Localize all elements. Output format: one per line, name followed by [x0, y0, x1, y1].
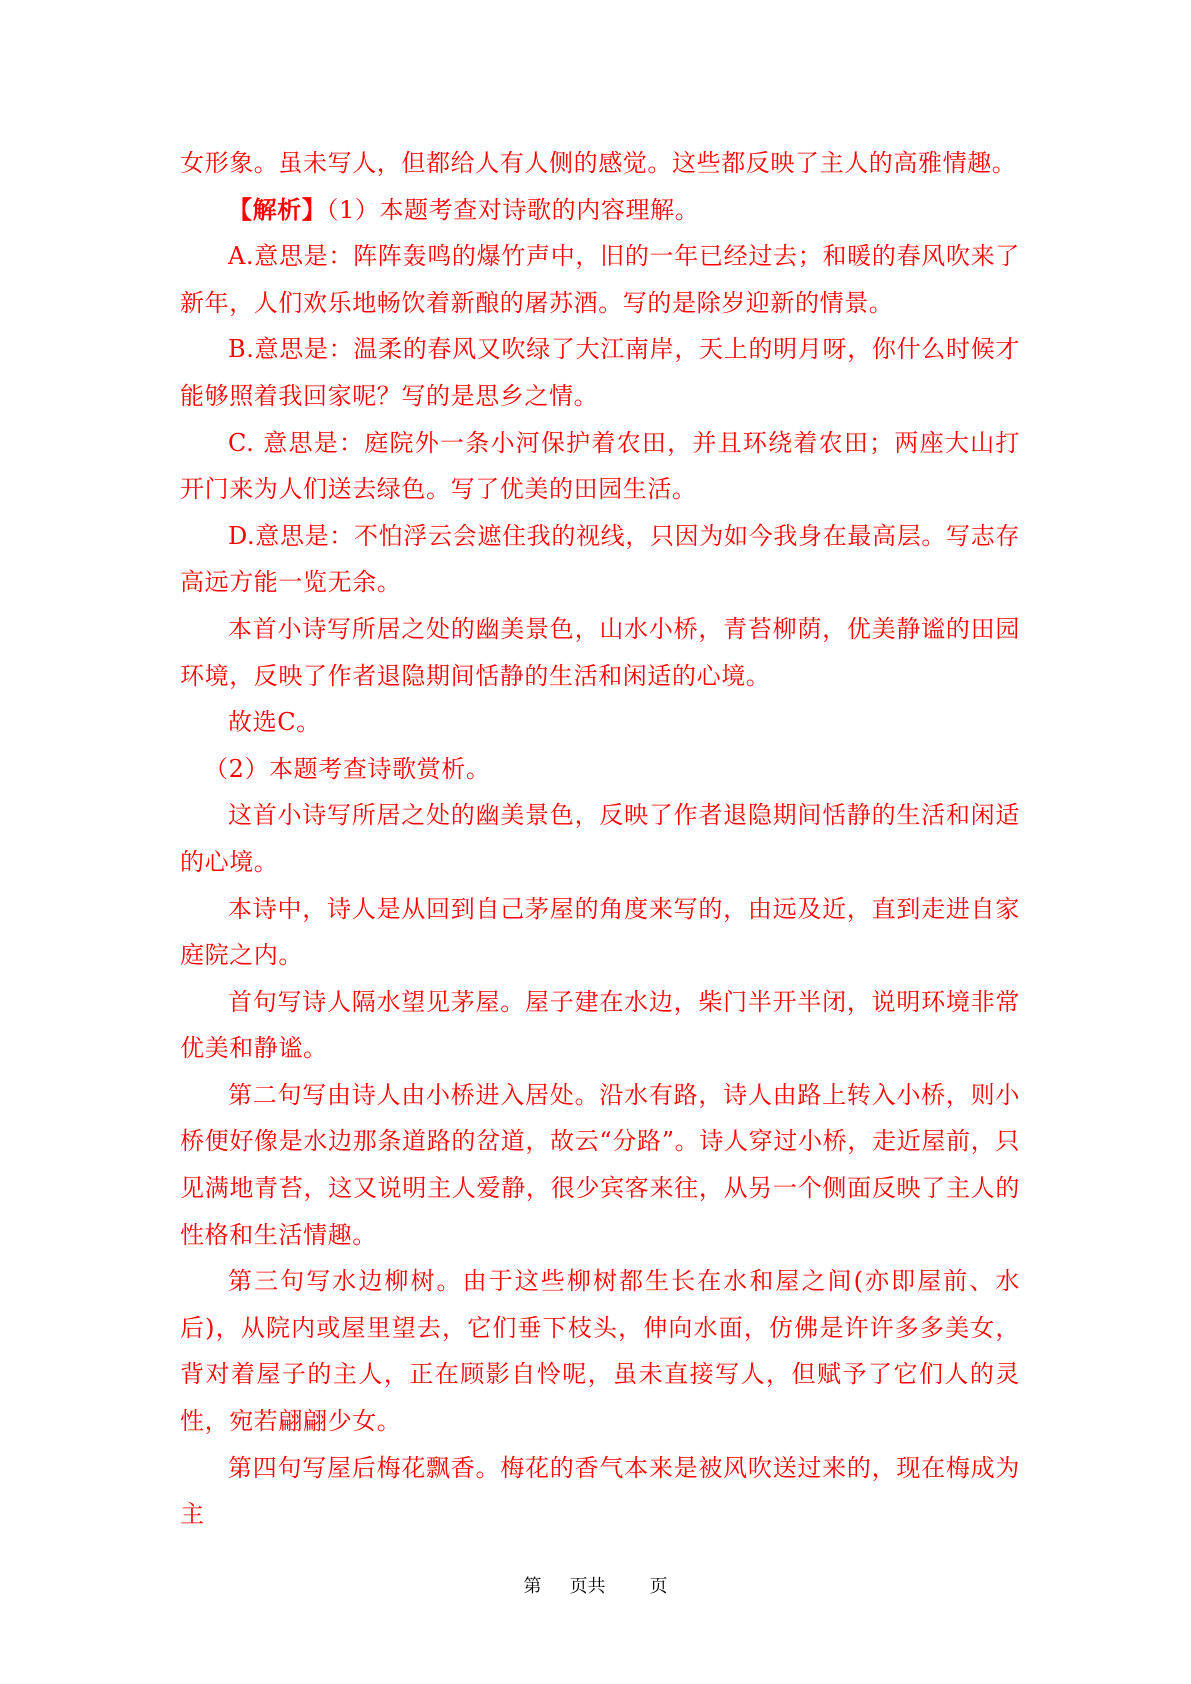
page-footer: [0, 1572, 1191, 1598]
paragraph-1: 女形象。虽未写人，但都给人有人侧的感觉。这些都反映了主人的高雅情趣。: [180, 149, 1017, 177]
document-body: [180, 140, 1020, 1538]
paragraph-option-c: C. 意思是：庭院外一条小河保护着农田，并且环绕着农田；两座大山打开门来为人们送去绿色。写了优美的田园生活。: [180, 428, 1020, 504]
footer-page-suffix: 页: [649, 1576, 668, 1597]
footer-total-label: 页共: [569, 1576, 606, 1597]
paragraph-summary: 本首小诗写所居之处的幽美景色，山水小桥，青苔柳荫，优美静谧的田园环境，反映了作者退隐期间恬静的生活和闲适的心境。: [180, 614, 1020, 690]
paragraph-line-1: 首句写诗人隔水望见茅屋。屋子建在水边，柴门半开半闭，说明环境非常优美和静谧。: [180, 987, 1020, 1063]
paragraph-line-3: 第三句写水边柳树。由于这些柳树都生长在水和屋之间(亦即屋前、水后)，从院内或屋里望去，它们垂下枝头，伸向水面，仿佛是许许多多美女，背对着屋子的主人，正在顾影自怜呢，虽未直接写人，但赋予了它们人的灵性，宛若翩翩少女。: [180, 1267, 1020, 1436]
paragraph-analysis-2: 本诗中，诗人是从回到自己茅屋的角度来写的，由远及近，直到走进自家庭院之内。: [180, 894, 1020, 970]
paragraph-line-4: 第四句写屋后梅花飘香。梅花的香气本来是被风吹送过来的，现在梅成为主: [180, 1453, 1020, 1529]
analysis-label: 【解析】: [228, 194, 327, 224]
paragraph-2-text: （1）本题考查对诗歌的内容理解。: [326, 195, 700, 224]
paragraph-line-2: 第二句写由诗人由小桥进入居处。沿水有路，诗人由路上转入小桥，则小桥便好像是水边那条道路的岔道，故云“分路”。诗人穿过小桥，走近屋前，只见满地青苔，这又说明主人爱静，很少宾客来往，从另一个侧面反映了主人的性格和生活情趣。: [180, 1080, 1020, 1249]
paragraph-option-a: A.意思是：阵阵轰鸣的爆竹声中，旧的一年已经过去；和暖的春风吹来了新年，人们欢乐地畅饮着新酿的屠苏酒。写的是除岁迎新的情景。: [180, 242, 1020, 317]
paragraph-option-b: B.意思是：温柔的春风又吹绿了大江南岸，天上的明月呀，你什么时候才能够照着我回家呢？写的是思乡之情。: [180, 335, 1020, 410]
paragraph-answer: 故选C。: [228, 708, 321, 737]
paragraph-question-2: （2）本题考查诗歌赏析。: [204, 754, 491, 783]
paragraph-analysis-1: 这首小诗写所居之处的幽美景色，反映了作者退隐期间恬静的生活和闲适的心境。: [180, 801, 1020, 876]
footer-page-label: 第: [523, 1576, 542, 1597]
paragraph-2: [180, 187, 1020, 234]
paragraph-option-d: D.意思是：不怕浮云会遮住我的视线，只因为如今我身在最高层。写志存高远方能一览无余。: [180, 521, 1020, 597]
